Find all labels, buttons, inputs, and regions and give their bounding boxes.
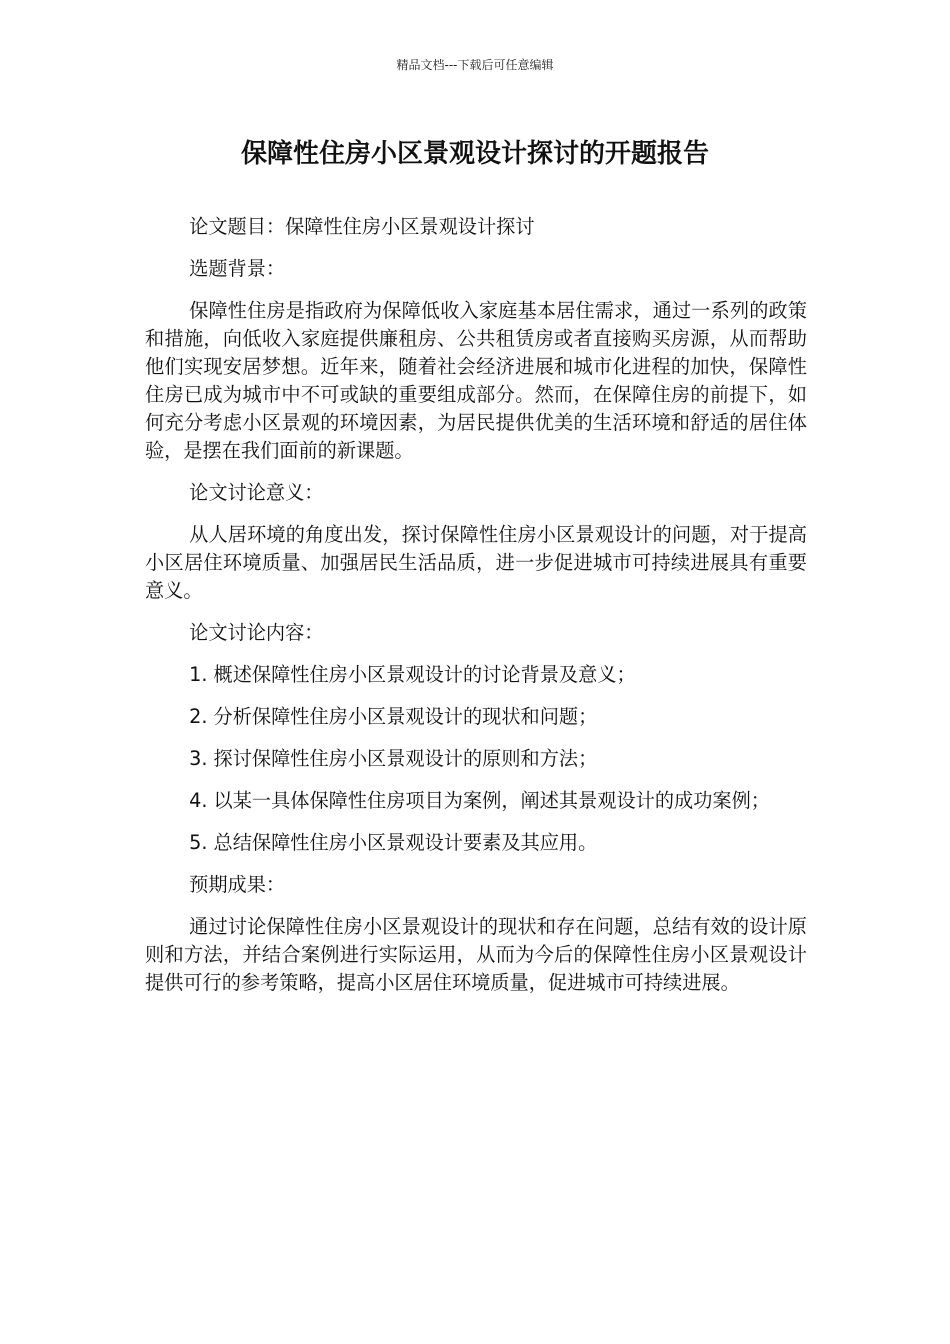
page-header: 精品文档---下载后可任意编辑 [396, 58, 554, 72]
background-paragraph: 保障性住房是指政府为保障低收入家庭基本居住需求，通过一系列的政策和措施，向低收入家庭提供廉租房、公共租赁房或者直接购买房源，从而帮助他们实现安居梦想。近年来，随着社会经济进展和城市化进程的加快，保障性住房已成为城市中不可或缺的重要组成部分。然而，在保障住房的前提下，如何充分考虑小区景观的环境因素，为居民提供优美的生活环境和舒适的居住体验，是摆在我们面前的新课题。 [145, 299, 807, 462]
topic-line: 论文题目：保障性住房小区景观设计探讨 [189, 215, 535, 238]
document-body [145, 213, 807, 1011]
document-title: 保障性住房小区景观设计探讨的开题报告 [240, 139, 709, 169]
outcome-heading: 预期成果： [189, 873, 286, 896]
background-heading: 选题背景： [189, 257, 286, 280]
content-list-item: 2. 分析保障性住房小区景观设计的现状和问题； [189, 705, 598, 728]
content-heading: 论文讨论内容： [189, 621, 324, 644]
outcome-paragraph: 通过讨论保障性住房小区景观设计的现状和存在问题，总结有效的设计原则和方法，并结合案例进行实际运用，从而为今后的保障性住房小区景观设计提供可行的参考策略，提高小区居住环境质量，促进城市可持续进展。 [145, 915, 807, 994]
significance-paragraph: 从人居环境的角度出发，探讨保障性住房小区景观设计的问题，对于提高小区居住环境质量、加强居民生活品质，进一步促进城市可持续进展具有重要意义。 [145, 523, 807, 602]
content-list-item: 4. 以某一具体保障性住房项目为案例，阐述其景观设计的成功案例； [189, 789, 770, 812]
content-list-item: 5. 总结保障性住房小区景观设计要素及其应用。 [189, 831, 598, 854]
content-list-item: 3. 探讨保障性住房小区景观设计的原则和方法； [189, 747, 598, 770]
content-list-item: 1. 概述保障性住房小区景观设计的讨论背景及意义； [189, 663, 636, 686]
significance-heading: 论文讨论意义： [189, 481, 324, 504]
